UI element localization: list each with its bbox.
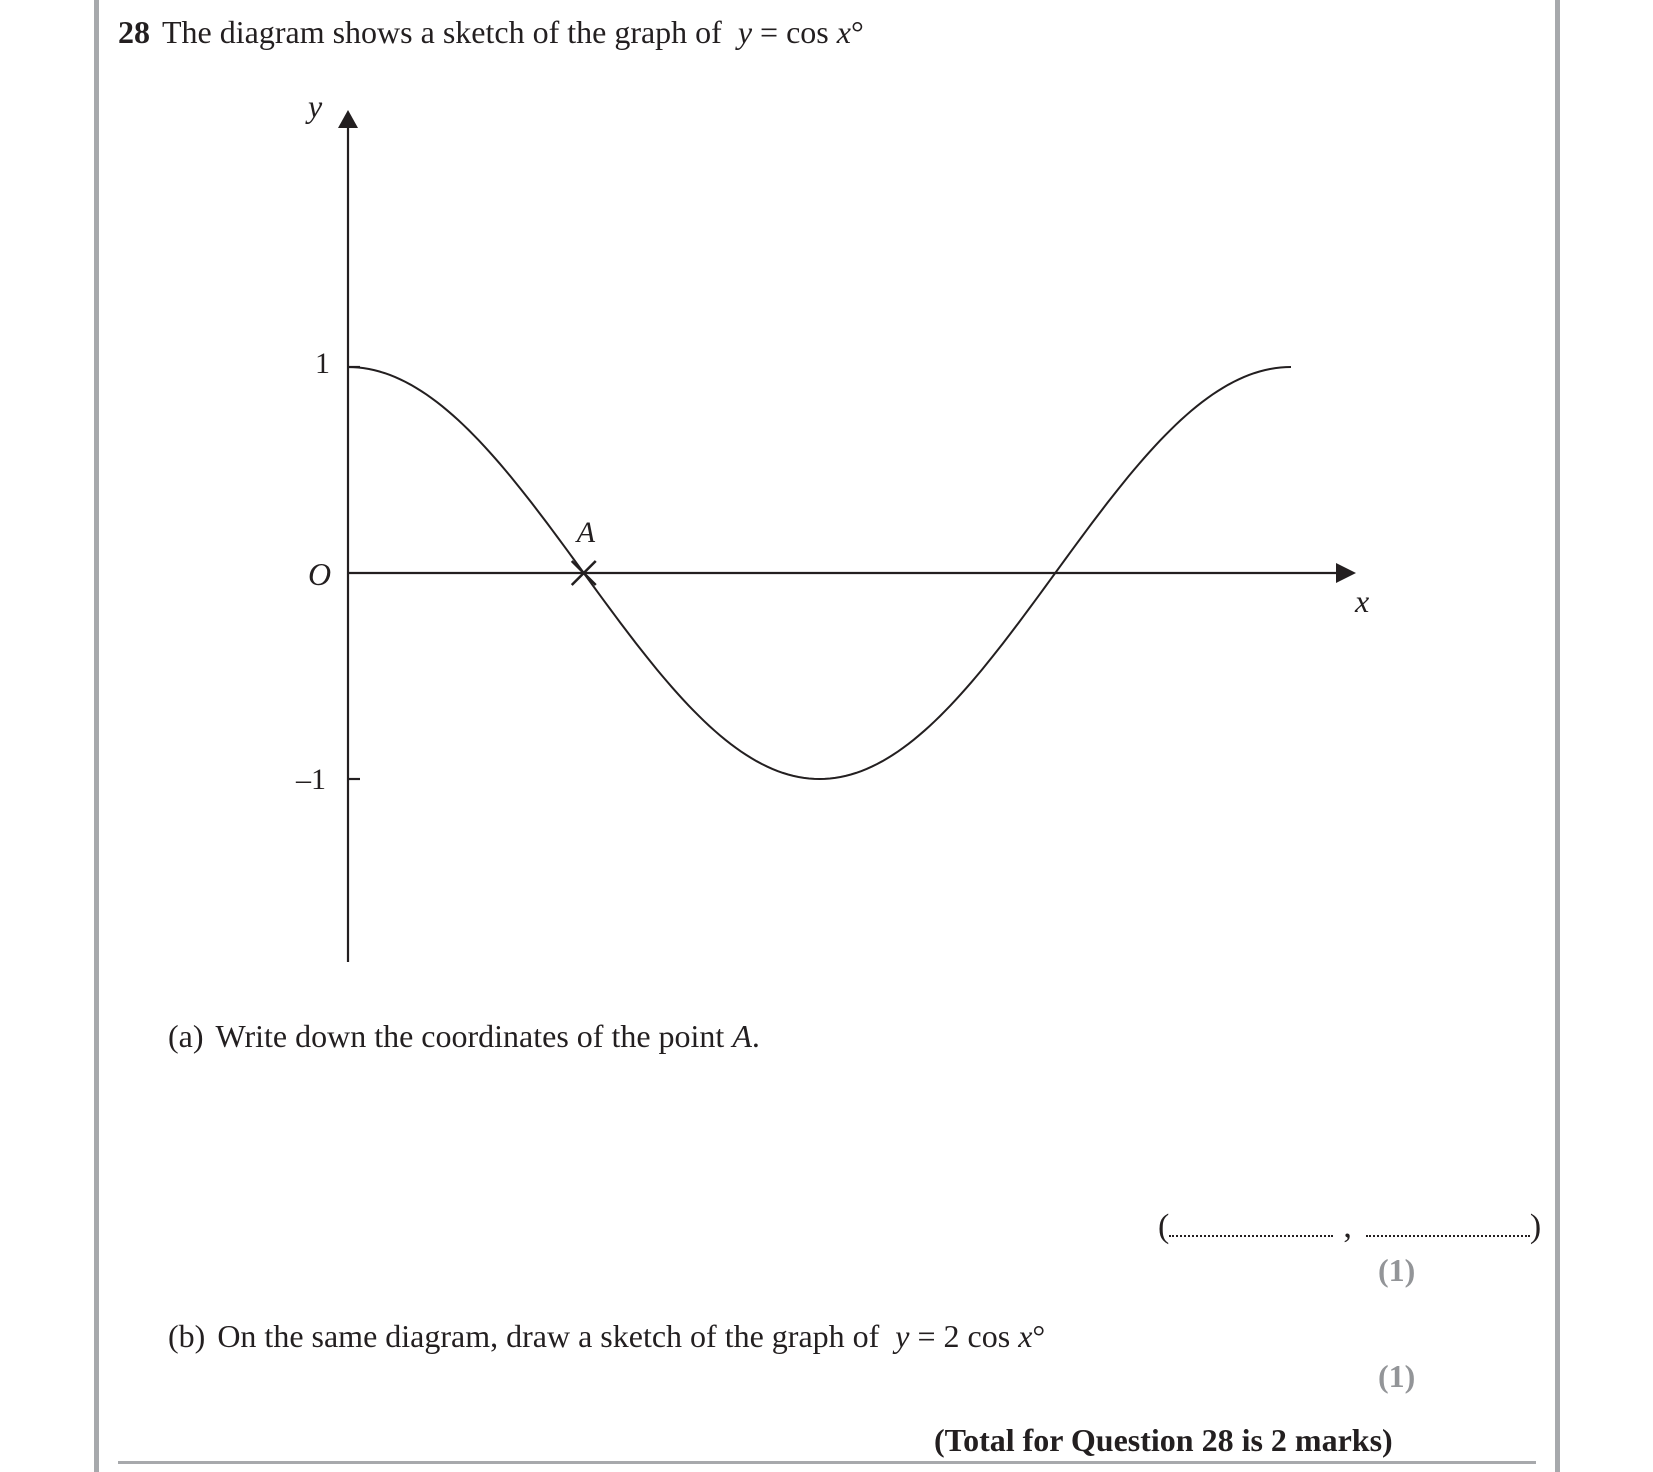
x-axis-label: x bbox=[1355, 583, 1370, 619]
part-b-label: (b) bbox=[168, 1318, 206, 1354]
x-axis-arrowhead bbox=[1336, 563, 1356, 583]
part-b-question bbox=[168, 1318, 1045, 1355]
part-b-equation-x: x bbox=[1018, 1318, 1033, 1354]
part-b-equation-equals: = 2 cos bbox=[909, 1318, 1019, 1354]
part-a-question bbox=[168, 1018, 760, 1055]
tick-label-minus-1: –1 bbox=[296, 763, 326, 796]
part-a-point: A bbox=[732, 1018, 752, 1054]
part-a-label: (a) bbox=[168, 1018, 204, 1054]
bottom-rule bbox=[118, 1461, 1536, 1464]
equation-y: y bbox=[737, 14, 753, 50]
answer-comma: , bbox=[1343, 1208, 1352, 1245]
question-number: 28 bbox=[118, 14, 150, 50]
origin-label: O bbox=[308, 556, 332, 592]
equation-equals-cos: = cos bbox=[752, 14, 837, 50]
question-text: The diagram shows a sketch of the graph of bbox=[162, 14, 722, 50]
part-b-marks: (1) bbox=[1378, 1358, 1416, 1394]
part-a-answer-line bbox=[1158, 1208, 1541, 1246]
part-b-equation-y: y bbox=[895, 1318, 910, 1354]
part-a-marks: (1) bbox=[1378, 1252, 1416, 1288]
part-a-text: Write down the coordinates of the point bbox=[215, 1018, 725, 1054]
answer-open-paren: ( bbox=[1158, 1208, 1170, 1245]
part-b-text: On the same diagram, draw a sketch of the graph of bbox=[217, 1318, 880, 1354]
y-axis-label: y bbox=[308, 88, 323, 124]
equation-degree: ° bbox=[850, 14, 864, 50]
point-a-label: A bbox=[576, 516, 596, 549]
y-axis-arrowhead bbox=[338, 110, 358, 128]
tick-label-1: 1 bbox=[315, 347, 330, 380]
part-b-equation-degree: ° bbox=[1032, 1318, 1046, 1354]
answer-x-coordinate-field[interactable] bbox=[1169, 1213, 1333, 1237]
part-a-end: . bbox=[751, 1018, 760, 1054]
answer-close-paren: ) bbox=[1529, 1208, 1542, 1245]
answer-y-coordinate-field[interactable] bbox=[1366, 1213, 1530, 1237]
equation-x: x bbox=[836, 14, 851, 50]
question-total-marks: (Total for Question 28 is 2 marks) bbox=[934, 1422, 1393, 1458]
